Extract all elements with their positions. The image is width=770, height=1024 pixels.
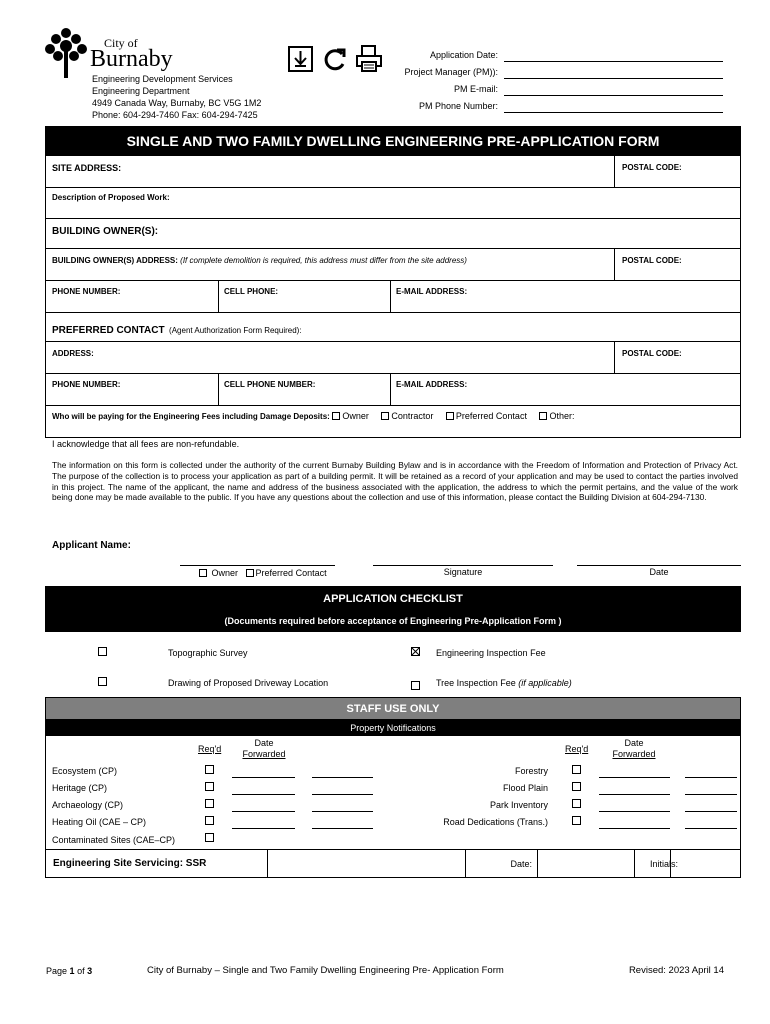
forestry-checkbox[interactable]: [572, 765, 581, 774]
heating-oil-date-field[interactable]: [232, 828, 295, 829]
flood-plain-checkbox[interactable]: [572, 782, 581, 791]
owner-address-label: BUILDING OWNER(S) ADDRESS:: [52, 256, 178, 265]
application-date-field[interactable]: [504, 61, 723, 62]
signature-field[interactable]: [373, 565, 553, 566]
property-notifications-bar: [46, 720, 740, 736]
ecosystem-date-field[interactable]: [232, 777, 295, 778]
who-pays-label: Who will be paying for the Engineering Fees including Damage Deposits:: [52, 412, 330, 421]
owner-phone-label: PHONE NUMBER:: [52, 287, 121, 296]
servicing-value-field[interactable]: [268, 850, 465, 878]
archaeology-checkbox[interactable]: [205, 799, 214, 808]
download-icon[interactable]: [288, 46, 313, 72]
ecosystem-initial-field[interactable]: [312, 777, 373, 778]
contact-phone-label: PHONE NUMBER:: [52, 380, 121, 389]
contact-address-row[interactable]: [45, 342, 741, 374]
heating-oil-initial-field[interactable]: [312, 828, 373, 829]
pm-email-label: PM E-mail:: [453, 84, 498, 94]
contact-postal-code-label: POSTAL CODE:: [622, 349, 682, 358]
reset-icon[interactable]: [322, 46, 348, 72]
flood-plain-initial-field[interactable]: [685, 794, 737, 795]
payer-preferred-checkbox[interactable]: [446, 412, 454, 420]
topographic-checkbox[interactable]: [98, 647, 107, 656]
heritage-checkbox[interactable]: [205, 782, 214, 791]
page-number: Page 1 of 3: [46, 966, 93, 976]
date-label: Date: [649, 567, 669, 577]
left-reqd-header: Req'd: [198, 744, 222, 754]
archaeology-date-field[interactable]: [232, 811, 295, 812]
park-inventory-initial-field[interactable]: [685, 811, 737, 812]
privacy-text: The information on this form is collected under the authority of the current Burnaby Building Bylaw and is in accordance with the Freedom of Information and Protection of Privacy Act. The purpose of the collection is to process your application as part of a building permit. It will be retained as a record of your application and may be used to contact the parties involved in this project. The name of the applicant, the name and address of the business associated with the application, the address to which the permit pertains, and the value of the work being done may be made available to the public. If you have any questions about the collection and use of this information, please contact the Building Division at 604-294-7130.: [52, 460, 738, 503]
payer-owner-option[interactable]: Owner: [332, 411, 369, 421]
applicant-preferred-option[interactable]: Preferred Contact: [246, 568, 327, 578]
application-date-label: Application Date:: [429, 50, 498, 60]
forestry-date-field[interactable]: [599, 777, 670, 778]
servicing-initials-field[interactable]: [671, 850, 739, 878]
payer-other-option[interactable]: Other:: [539, 411, 574, 421]
owner-cell-label: CELL PHONE:: [224, 287, 279, 296]
payer-preferred-option[interactable]: Preferred Contact: [446, 411, 527, 421]
print-icon[interactable]: [355, 44, 383, 74]
contaminated-sites-checkbox[interactable]: [205, 833, 214, 842]
contact-email-label: E-MAIL ADDRESS:: [396, 380, 468, 389]
footer-revised: Revised: 2023 April 14: [628, 965, 724, 976]
dept-line-3: 4949 Canada Way, Burnaby, BC V5G 1M2: [92, 98, 262, 108]
site-address-row[interactable]: [45, 156, 741, 188]
preferred-contact-row[interactable]: [45, 313, 741, 342]
property-notifications-title: Property Notifications: [350, 723, 436, 733]
checklist-header: [45, 586, 741, 632]
servicing-date-label: Date:: [510, 859, 532, 869]
dept-line-1: Engineering Development Services: [92, 74, 233, 84]
tree-logo-icon: [44, 26, 88, 80]
payer-other-checkbox[interactable]: [539, 412, 547, 420]
owner-address-note: (If complete demolition is required, this address must differ from the site address): [180, 256, 467, 265]
checklist-subtitle: (Documents required before acceptance of Engineering Pre-Application Form ): [224, 616, 562, 626]
right-date-forwarded-header: Date Forwarded: [612, 738, 656, 759]
department-info: [92, 73, 261, 121]
servicing-label: Engineering Site Servicing: SSR: [53, 858, 207, 869]
park-inventory-date-field[interactable]: [599, 811, 670, 812]
ecosystem-checkbox[interactable]: [205, 765, 214, 774]
staff-title: STAFF USE ONLY: [346, 703, 440, 715]
owner-postal-code-label: POSTAL CODE:: [622, 256, 682, 265]
road-dedications-initial-field[interactable]: [685, 828, 737, 829]
date-field[interactable]: [577, 565, 741, 566]
logo-city-of: City of: [104, 36, 138, 50]
preferred-contact-label: PREFERRED CONTACT: [52, 325, 165, 336]
project-manager-label: Project Manager (PM)):: [404, 67, 498, 77]
applicant-name-label: Applicant Name:: [52, 540, 131, 551]
staff-title-bar: [46, 698, 740, 720]
preferred-contact-note: (Agent Authorization Form Required):: [169, 326, 302, 335]
applicant-preferred-checkbox[interactable]: [246, 569, 254, 577]
contact-address-label: ADDRESS:: [52, 349, 94, 358]
project-manager-field[interactable]: [504, 78, 723, 79]
contact-phone-row[interactable]: [45, 374, 741, 406]
inspection-fee-checkbox[interactable]: [411, 647, 420, 656]
left-date-forwarded-header: Date Forwarded: [242, 738, 286, 759]
form-title: SINGLE AND TWO FAMILY DWELLING ENGINEERING PRE-APPLICATION FORM: [126, 133, 660, 149]
road-dedications-date-field[interactable]: [599, 828, 670, 829]
owner-phone-row[interactable]: [45, 281, 741, 313]
footer-title: City of Burnaby – Single and Two Family Dwelling Engineering Pre- Application Form: [147, 965, 504, 976]
payer-owner-checkbox[interactable]: [332, 412, 340, 420]
building-owners-label: BUILDING OWNER(S):: [52, 226, 159, 237]
dept-line-4: Phone: 604-294-7460 Fax: 604-294-7425: [92, 110, 258, 120]
park-inventory-checkbox[interactable]: [572, 799, 581, 808]
pm-email-field[interactable]: [504, 95, 723, 96]
road-dedications-checkbox[interactable]: [572, 816, 581, 825]
checklist-title: APPLICATION CHECKLIST: [323, 593, 463, 605]
payer-contractor-checkbox[interactable]: [381, 412, 389, 420]
form-title-bar: [45, 126, 741, 156]
payer-contractor-option[interactable]: Contractor: [381, 411, 433, 421]
right-reqd-header: Req'd: [565, 744, 589, 754]
applicant-owner-checkbox[interactable]: [199, 569, 207, 577]
driveway-checkbox[interactable]: [98, 677, 107, 686]
heritage-date-field[interactable]: [232, 794, 295, 795]
logo-burnaby: Burnaby: [90, 46, 173, 72]
owner-address-row[interactable]: [45, 249, 741, 281]
servicing-initials-label: Initials:: [649, 859, 678, 869]
site-postal-code-label: POSTAL CODE:: [622, 163, 682, 172]
applicant-name-field[interactable]: [180, 565, 335, 566]
dept-line-2: Engineering Department: [92, 86, 190, 96]
city-logo: [44, 26, 179, 80]
servicing-row: [45, 849, 741, 878]
who-pays-row: [45, 406, 741, 438]
heating-oil-checkbox[interactable]: [205, 816, 214, 825]
contact-cell-label: CELL PHONE NUMBER:: [224, 380, 316, 389]
building-owners-row[interactable]: [45, 219, 741, 249]
archaeology-initial-field[interactable]: [312, 811, 373, 812]
owner-email-label: E-MAIL ADDRESS:: [396, 287, 468, 296]
tree-fee-checkbox[interactable]: [411, 681, 420, 690]
site-address-label: SITE ADDRESS:: [52, 163, 122, 173]
heritage-initial-field[interactable]: [312, 794, 373, 795]
acknowledge-text: I acknowledge that all fees are non-refundable.: [52, 439, 240, 449]
signature-label: Signature: [443, 567, 483, 577]
applicant-owner-option[interactable]: Owner: [199, 568, 238, 578]
flood-plain-date-field[interactable]: [599, 794, 670, 795]
forestry-initial-field[interactable]: [685, 777, 737, 778]
pm-phone-field[interactable]: [504, 112, 723, 113]
pm-phone-label: PM Phone Number:: [418, 101, 498, 111]
description-label: Description of Proposed Work:: [52, 193, 170, 202]
description-row[interactable]: [45, 188, 741, 219]
